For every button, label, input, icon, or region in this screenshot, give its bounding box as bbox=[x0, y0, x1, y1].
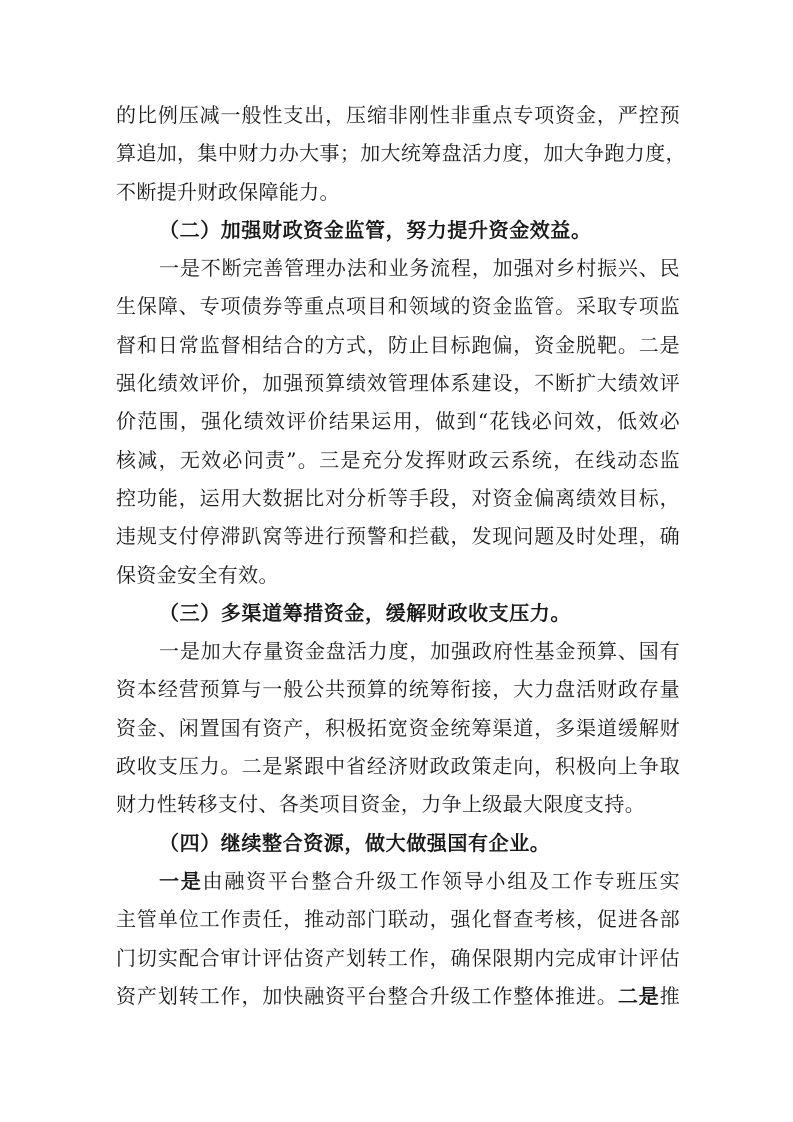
text-line bbox=[116, 977, 680, 1015]
text-line: 资本经营预算与一般公共预算的统筹衔接，大力盘活财政存量 bbox=[116, 677, 680, 702]
text-line: 财力性转移支付、各类项目资金，力争上级最大限度支持。 bbox=[116, 792, 646, 817]
text-line bbox=[116, 862, 680, 900]
text-line: 保资金安全有效。 bbox=[116, 562, 279, 587]
text-run: 资产划转工作，加快融资平台整合升级工作整体推进。 bbox=[116, 983, 618, 1008]
text-line: 控功能，运用大数据比对分析等手段，对资金偏离绩效目标， bbox=[116, 485, 680, 510]
text-line: 强化绩效评价，加强预算绩效管理体系建设，不断扩大绩效评 bbox=[116, 371, 680, 396]
text-run: 由融资平台整合升级工作领导小组及工作专班压实 bbox=[202, 868, 681, 893]
text-line: 政收支压力。二是紧跟中省经济财政政策走向，积极向上争取 bbox=[116, 754, 680, 779]
emphasis-text: 二是 bbox=[617, 983, 660, 1008]
text-line: 的比例压减一般性支出，压缩非刚性非重点专项资金，严控预 bbox=[116, 103, 680, 127]
document-body bbox=[116, 96, 686, 1015]
text-line: 价范围，强化绩效评价结果运用，做到“花钱必问效，低效必 bbox=[116, 409, 680, 434]
section-heading-4: （四）继续整合资源，做大做强国有企业。 bbox=[159, 830, 551, 855]
section-heading-3: （三）多渠道筹措资金，缓解财政收支压力。 bbox=[159, 600, 571, 625]
text-line: 主管单位工作责任，推动部门联动，强化督查考核，促进各部 bbox=[116, 907, 680, 932]
text-line: 一是不断完善管理办法和业务流程，加强对乡村振兴、民 bbox=[159, 256, 680, 281]
text-line: 算追加，集中财力办大事；加大统筹盘活力度，加大争跑力度， bbox=[116, 141, 686, 166]
section-heading-2: （二）加强财政资金监管，努力提升资金效益。 bbox=[159, 217, 592, 242]
text-line: 违规支付停滞趴窝等进行预警和拦截，发现问题及时处理，确 bbox=[116, 524, 680, 549]
text-line: 一是加大存量资金盘活力度，加强政府性基金预算、国有 bbox=[159, 639, 680, 664]
text-run: 推 bbox=[659, 983, 681, 1008]
text-line: 督和日常监督相结合的方式，防止目标跑偏，资金脱靶。二是 bbox=[116, 332, 680, 357]
text-line: 生保障、专项债券等重点项目和领域的资金监管。采取专项监 bbox=[116, 294, 680, 319]
text-line: 门切实配合审计评估资产划转工作，确保限期内完成审计评估 bbox=[116, 945, 680, 970]
text-line: 不断提升财政保障能力。 bbox=[116, 179, 340, 204]
emphasis-text: 一是 bbox=[159, 868, 203, 893]
text-line: 核减，无效必问责”。三是充分发挥财政云系统，在线动态监 bbox=[116, 447, 680, 472]
text-line: 资金、闲置国有资产，积极拓宽资金统筹渠道，多渠道缓解财 bbox=[116, 715, 680, 740]
